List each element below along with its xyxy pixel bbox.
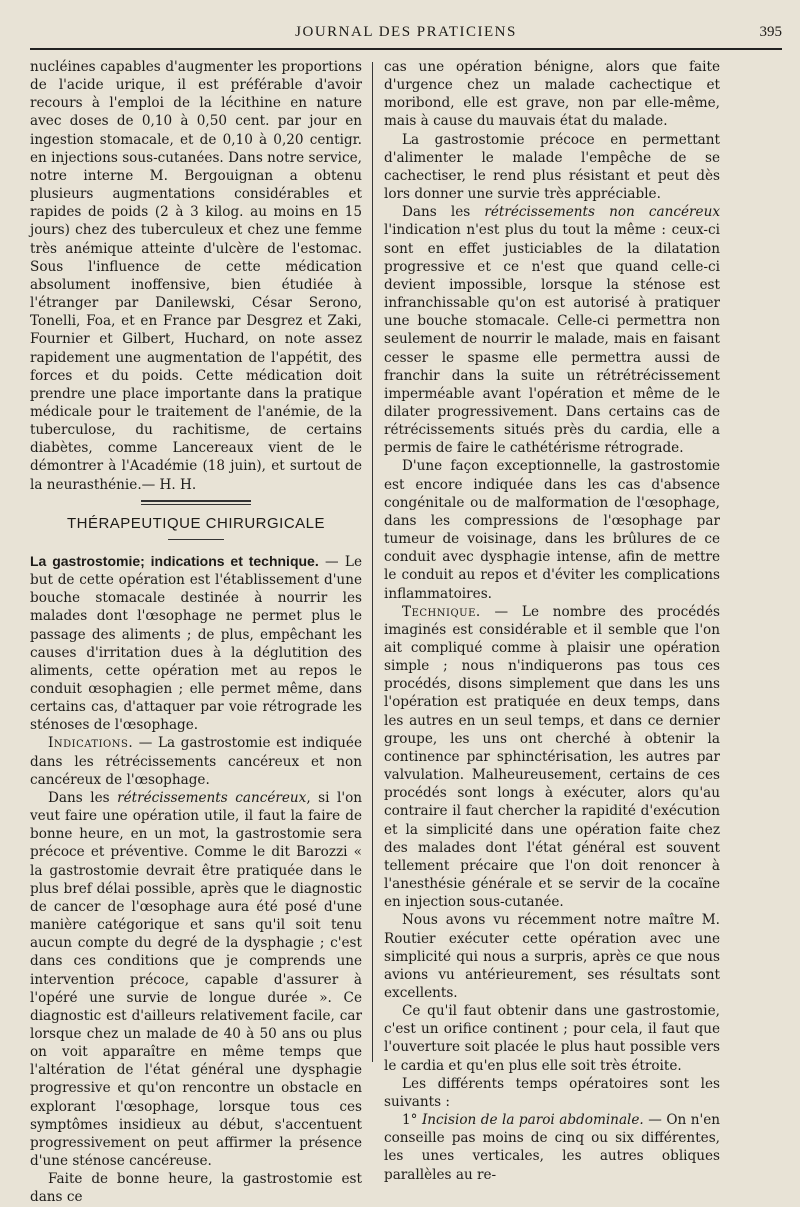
benign-paragraph: cas une opération bénigne, alors que faite d'urgence chez un malade cachectique et moribond, elle est grave, non par elle-même, mais à cause du mauvais état du malade.: [384, 59, 720, 130]
technique-paragraph: Technique. — Le nombre des procédés imaginés est considérable et il semble que l'on ait compliqué comme à plaisir une opération simple ; nous n'indiquerons pas tous ces procédés, disons simplement que dans les uns l'opération est pratiquée en deux temps, dans les autres en un seul temps, et dans ce dernier groupe, les uns ont cherché à obtenir la continence par sphinctérisation, les autres par valvulation. Malheureusement, certains de ces procédés sont longs à exécuter, alors qu'au contraire il faut chercher la rapidité d'exécution et la simplicité dans une opération faite chez des malades dont l'état général est souvent tellement précaire que l'on doit renoncer à l'anesthésie générale et se servir de la cocaïne en injection sous-cutanée.: [384, 603, 720, 911]
page-number: 395: [759, 24, 782, 40]
article-separator: [141, 500, 251, 505]
routier-paragraph: Nous avons vu récemment notre maître M. Routier exécuter cette opération avec une simplicité qui nous a surpris, après ce que nous avions vu antérieurement, ses résultats sont excellents.: [384, 912, 720, 1001]
cancerous-term: rétrécissements cancéreux: [117, 789, 307, 806]
steps-paragraph: Les différents temps opératoires sont les suivants :: [384, 1075, 720, 1110]
section-title: THÉRAPEUTIQUE CHIRURGICALE: [66, 514, 326, 532]
intro-text: — Le but de cette opération est l'établissement d'une bouche stomacale destinée à nourrir les malades dont l'œsophage ne permet plus le passage des aliments ; de plus, empêchant les causes d'irritation dues à la déglutition des aliments, cette opération met au repos le conduit œsophagien ; elle permet même, dans certains cas, d'attaquer par voie rétrograde les sténoses de l'œsophage.: [30, 553, 362, 734]
gastrostomy-intro: [30, 552, 362, 735]
lecithin-paragraph: nucléines capables d'augmenter les proportions de l'acide urique, il est préférable d'avoir recours à l'emploi de la lécithine en nature avec doses de 0,10 à 0,50 cent. par jour en ingestion stomacale, et de 0,10 à 0,20 centigr. en injections sous-cutanées. Dans notre service, notre interne M. Bergouignan a obtenu plusieurs augmentations considérables et rapides de poids (2 à 3 kilog. au moins en 15 jours) chez des tuberculeux et chez une femme très anémique atteinte d'ulcère de l'estomac. Sous l'influence de cette médication absolument inoffensive, bien étudiée à l'étranger par Danilewski, César Serono, Tonelli, Foa, et en France par Desgrez et Zaki, Fournier et Gilbert, Huchard, on note assez rapidement une augmentation de l'appétit, des forces et du poids. Cette médication doit prendre une place importante dans la pratique médicale pour le traitement de l'anémie, de la tuberculose, du rachitisme, de certains diabètes, comme Lancereaux vient de le démontrer à l'Académie (18 juin), et surtout de la neurasthénie.— H. H.: [30, 59, 362, 493]
technique-label: Technique.: [402, 603, 481, 620]
cancerous-paragraph: Dans les rétrécissements cancéreux, si l'on veut faire une opération utile, il faut la faire de bonne heure, en un mot, la gastrostomie sera précoce et préventive. Comme le dit Barozzi « la gastrostomie devrait être pratiquée dans le plus bref délai possible, après que le diagnostic de cancer de l'œsophage aura été posé d'une manière catégorique et sans qu'il soit tenu aucun compte du degré de la dysphagie ; c'est dans ces conditions que je comprends une intervention précoce, capable d'assurer à l'opéré une survie de longue durée ». Ce diagnostic est d'ailleurs relativement facile, car lorsque chez un malade de 40 à 50 ans ou plus on voit apparaître en même temps que l'altération de l'état général une dysphagie progressive et qu'on rencontre un obstacle en explorant l'œsophage, lorsque tous ces symptômes insidieux au début, s'accentuent progressivement on peut affirmer la présence d'une sténose cancéreuse.: [30, 789, 363, 1170]
running-header: [30, 22, 782, 44]
early-paragraph: Faite de bonne heure, la gastrostomie est dans ce: [30, 1171, 362, 1206]
section-rule: [168, 539, 224, 540]
right-column: [384, 58, 720, 1183]
non-cancerous-term: rétrécissements non cancéreux: [484, 204, 720, 221]
non-cancerous-paragraph: Dans les rétrécissements non cancéreux l'indication n'est plus du tout la même : ceux-ci sont en effet justiciables de la dilatation progressive et ce n'est que quand celle-ci devient impossible, lorsque la sténose est infranchissable qu'on est autorisé à pratiquer une bouche stomacale. Celle-ci permettra non seulement de nourrir le malade, mais en faisant cesser le spasme elle permettra aussi de franchir dans la suite un rétrétrécissement imperméable avant l'opération et même de le dilater progressivement. Dans certains cas de rétrécissements situés près du cardia, elle a permis de faire le cathétérisme rétrograde.: [384, 204, 720, 457]
indications-paragraph: [30, 734, 362, 788]
column-divider: [372, 62, 373, 1062]
exceptional-paragraph: D'une façon exceptionnelle, la gastrostomie est encore indiquée dans les cas d'absence congénitale ou de malformation de l'œsophage, dans les compressions de l'œsophage par tumeur de voisinage, dans les brûlures de ce conduit avec dysphagie intense, afin de mettre le conduit au repos et d'éviter les complications inflammatoires.: [384, 458, 720, 602]
incision-paragraph: 1° Incision de la paroi abdominale. — On n'en conseille pas moins de cinq ou six différentes, les unes verticales, les autres obliques parallèles au re-: [384, 1112, 720, 1183]
early-gastrostomy-paragraph: La gastrostomie précoce en permettant d'alimenter le malade l'empêche de se cachectiser, le rend plus résistant et peut dès lors donner une survie très appréciable.: [384, 131, 720, 203]
left-column: [30, 58, 363, 1206]
incision-term: Incision de la paroi abdominale.: [421, 1112, 644, 1129]
article-title: La gastrostomie; indications et technique.: [30, 552, 319, 569]
header-rule: [30, 48, 782, 50]
indications-text: — La gastrostomie est indiquée dans les rétrécissements cancéreux et non cancéreux de l'œsophage.: [30, 735, 362, 788]
continent-paragraph: Ce qu'il faut obtenir dans une gastrostomie, c'est un orifice continent ; pour cela, il faut que l'ouverture soit placée le plus haut possible vers le cardia et qu'en plus elle soit très étroite.: [384, 1003, 720, 1074]
indications-label: Indications.: [48, 735, 134, 752]
journal-title: JOURNAL DES PRATICIENS: [295, 24, 517, 40]
